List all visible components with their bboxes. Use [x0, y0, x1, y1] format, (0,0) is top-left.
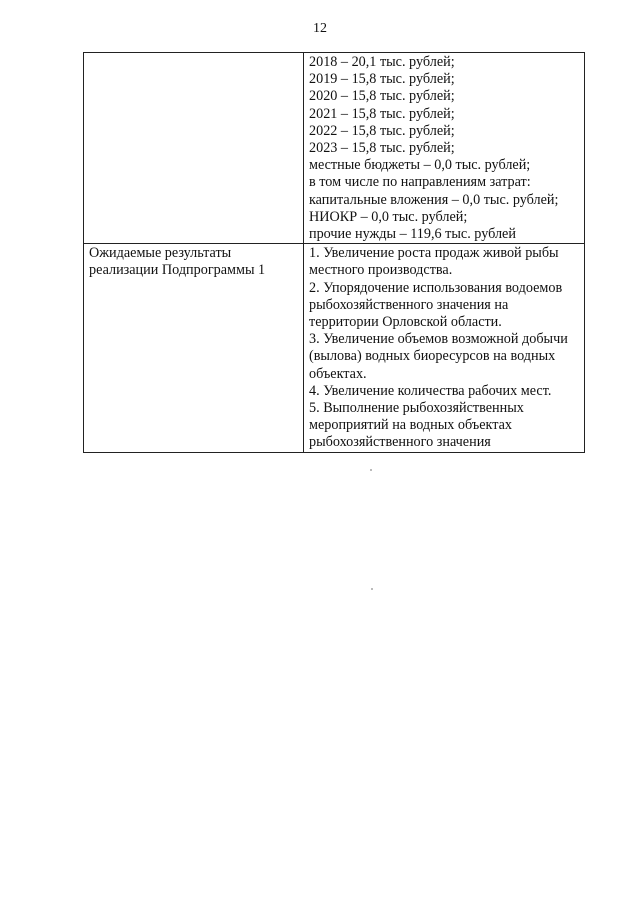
financing-line: 2020 – 15,8 тыс. рублей; [309, 88, 455, 105]
row-label-cell: Ожидаемые результаты реализации Подпрограммы 1 [84, 244, 304, 452]
scan-speck [371, 588, 373, 590]
financing-line: 2022 – 15,8 тыс. рублей; [309, 122, 455, 139]
table-row-expected-results [84, 244, 585, 452]
passport-table [83, 52, 585, 453]
financing-line: прочие нужды – 119,6 тыс. рублей [309, 226, 516, 243]
expected-results-cell [304, 244, 585, 452]
financing-line: 2023 – 15,8 тыс. рублей; [309, 140, 455, 157]
result-item: 3. Увеличение объемов возможной добычи (вылова) водных биоресурсов на водных объектах. [309, 331, 568, 382]
financing-line: 2019 – 15,8 тыс. рублей; [309, 71, 455, 88]
financing-line: 2021 – 15,8 тыс. рублей; [309, 105, 455, 122]
result-item: 5. Выполнение рыбохозяйственных мероприятий на водных объектах рыбохозяйственного значения [309, 400, 524, 451]
financing-line: местные бюджеты – 0,0 тыс. рублей; [309, 157, 531, 174]
financing-values-cell [304, 53, 585, 244]
result-item: 4. Увеличение количества рабочих мест. [309, 382, 552, 399]
financing-line: 2018 – 20,1 тыс. рублей; [309, 54, 455, 70]
financing-line: капитальные вложения – 0,0 тыс. рублей; [309, 191, 559, 208]
scan-speck [370, 469, 372, 471]
financing-line: НИОКР – 0,0 тыс. рублей; [309, 208, 468, 225]
table-row-financing [84, 53, 585, 244]
financing-line: в том числе по направлениям затрат: [309, 174, 531, 191]
row-label-cell [84, 53, 304, 244]
page-number: 12 [313, 21, 327, 36]
result-item: 2. Упорядочение использования водоемов рыбохозяйственного значения на территории Орловской области. [309, 279, 563, 331]
result-item: 1. Увеличение роста продаж живой рыбы местного производства. [309, 245, 559, 279]
